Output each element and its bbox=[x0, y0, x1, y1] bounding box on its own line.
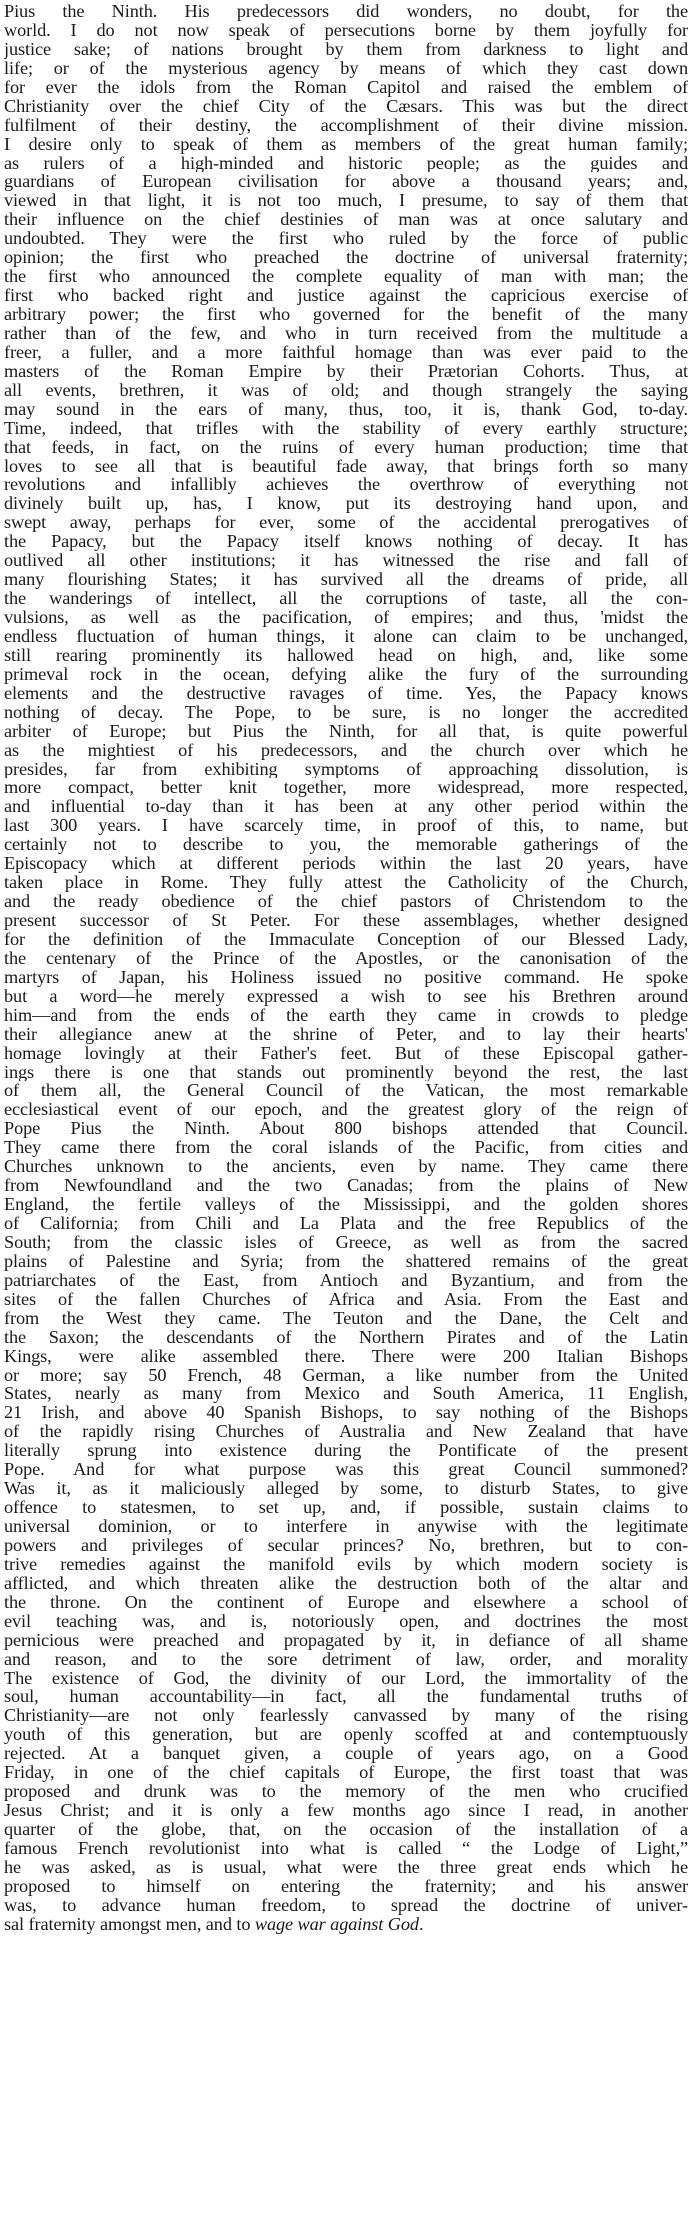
text-line: rather than of the few, and who in turn received from the multitude a bbox=[4, 323, 688, 343]
text-line: famous French revolutionist into what is called “ the Lodge of Light,” bbox=[4, 1838, 688, 1858]
text-line: viewed in that light, it is not too much, I presume, to say of them that bbox=[4, 191, 688, 211]
text-line: plains of Palestine and Syria; from the shattered remains of the great bbox=[4, 1251, 688, 1271]
text-line: Time, indeed, that trifles with the stability of every earthly structure; bbox=[4, 418, 688, 438]
text-line: youth of this generation, but are openly scoffed at and contemptuously bbox=[4, 1725, 688, 1745]
text-line: The existence of God, the divinity of our Lord, the immortality of the bbox=[4, 1668, 688, 1688]
text-line: Pope. And for what purpose was this great Council summoned? bbox=[4, 1460, 688, 1480]
text-line: or more; say 50 French, 48 German, a like number from the United bbox=[4, 1365, 688, 1385]
text-line: him—and from the ends of the earth they came in crowds to pledge bbox=[4, 1005, 688, 1025]
text-line: all events, brethren, it was of old; and though strangely the saying bbox=[4, 380, 688, 400]
text-line: freer, a fuller, and a more faithful homage than was ever paid to the bbox=[4, 342, 688, 362]
text-line: Pius the Ninth. His predecessors did wonders, no doubt, for the bbox=[4, 2, 688, 21]
text-line: may sound in the ears of many, thus, too, it is, thank God, to-day. bbox=[4, 399, 688, 419]
text-line: Christianity—are not only fearlessly canvassed by many of the rising bbox=[4, 1706, 688, 1726]
text-line: of them all, the General Council of the Vatican, the most remarkable bbox=[4, 1081, 688, 1101]
text-line: as rulers of a high-minded and historic people; as the guides and bbox=[4, 153, 688, 173]
text-line: from Newfoundland and the two Canadas; from the plains of New bbox=[4, 1176, 688, 1196]
text-line: Pope Pius the Ninth. About 800 bishops attended that Council. bbox=[4, 1119, 688, 1139]
text-line: divinely built up, has, I know, put its destroying hand upon, and bbox=[4, 494, 688, 514]
text-line: for ever the idols from the Roman Capitol and raised the emblem of bbox=[4, 77, 688, 97]
text-line: that feeds, in fact, on the ruins of every human production; time that bbox=[4, 437, 688, 457]
text-line: rejected. At a banquet given, a couple of years ago, on a Good bbox=[4, 1744, 688, 1764]
text-line: opinion; the first who preached the doctrine of universal fraternity; bbox=[4, 248, 688, 268]
text-line: and the ready obedience of the chief pastors of Christendom to the bbox=[4, 892, 688, 911]
text-line: Churches unknown to the ancients, even by name. They came there bbox=[4, 1157, 688, 1177]
text-line: proposed and drunk was to the memory of the men who crucified bbox=[4, 1782, 688, 1802]
text-line: still rearing prominently its hallowed head on high, and, like some bbox=[4, 645, 688, 665]
text-line: taken place in Rome. They fully attest the Catholicity of the Church, bbox=[4, 873, 688, 893]
text-line: patriarchates of the East, from Antioch and Byzantium, and from the bbox=[4, 1270, 688, 1290]
text-line: soul, human accountability—in fact, all the fundamental truths of bbox=[4, 1687, 688, 1707]
text-line: Friday, in one of the chief capitals of Europe, the first toast that was bbox=[4, 1763, 688, 1783]
text-line: England, the fertile valleys of the Mississippi, and the golden shores bbox=[4, 1195, 688, 1214]
text-line: arbiter of Europe; but Pius the Ninth, for all that, is quite powerful bbox=[4, 721, 688, 741]
text-line: the throne. On the continent of Europe and elsewhere a school of bbox=[4, 1592, 688, 1612]
text-line: ings there is one that stands out prominently beyond the rest, the last bbox=[4, 1062, 688, 1082]
text-line: Christianity over the chief City of the Cæsars. This was but the direct bbox=[4, 96, 688, 116]
text-line: Was it, as it maliciously alleged by some, to disturb States, to give bbox=[4, 1479, 688, 1499]
text-line: arbitrary power; the first who governed for the benefit of the many bbox=[4, 305, 688, 324]
text-line: the centenary of the Prince of the Apostles, or the canonisation of the bbox=[4, 948, 688, 968]
text-line: undoubted. They were the first who ruled by the force of public bbox=[4, 229, 688, 249]
text-line: homage lovingly at their Father's feet. But of these Episcopal gather- bbox=[4, 1043, 688, 1063]
text-line: the first who announced the complete equality of man with man; the bbox=[4, 267, 688, 287]
text-line: revolutions and infallibly achieves the overthrow of everything not bbox=[4, 475, 688, 495]
text-line: pernicious were preached and propagated by it, in defiance of all shame bbox=[4, 1630, 688, 1650]
text-line: trive remedies against the manifold evils by which modern society is bbox=[4, 1554, 688, 1574]
text-line: many flourishing States; it has survived all the dreams of pride, all bbox=[4, 570, 688, 590]
text-line: of California; from Chili and La Plata and the free Republics of the bbox=[4, 1214, 688, 1233]
text-line: the Saxon; the descendants of the Northern Pirates and of the Latin bbox=[4, 1327, 688, 1347]
closing-period: . bbox=[418, 1914, 424, 1934]
text-line: South; from the classic isles of Greece, as well as from the sacred bbox=[4, 1232, 688, 1252]
text-line: endless fluctuation of human things, it alone can claim to be unchanged, bbox=[4, 626, 688, 646]
text-line: fulfilment of their destiny, the accomplishment of their divine mission. bbox=[4, 115, 688, 135]
text-line: 21 Irish, and above 40 Spanish Bishops, to say nothing of the Bishops bbox=[4, 1403, 688, 1423]
text-line: States, nearly as many from Mexico and South America, 11 English, bbox=[4, 1384, 688, 1404]
text-line: presides, far from exhibiting symptoms of approaching dissolution, is bbox=[4, 759, 688, 779]
text-line: present successor of St Peter. For these assemblages, whether designed bbox=[4, 911, 688, 930]
text-line: swept away, perhaps for ever, some of the accidental prerogatives of bbox=[4, 513, 688, 533]
text-line: he was asked, as is usual, what were the three great ends which he bbox=[4, 1857, 688, 1877]
text-line: literally sprung into existence during the Pontificate of the present bbox=[4, 1441, 688, 1461]
text-line: I desire only to speak of them as members of the great human family; bbox=[4, 134, 688, 154]
text-line: masters of the Roman Empire by their Prætorian Cohorts. Thus, at bbox=[4, 361, 688, 381]
text-line: but a word—he merely expressed a wish to see his Brethren around bbox=[4, 986, 688, 1006]
text-line: offence to statesmen, to set up, and, if possible, sustain claims to bbox=[4, 1498, 688, 1517]
text-line: guardians of European civilisation for above a thousand years; and, bbox=[4, 172, 688, 192]
text-line: their allegiance anew at the shrine of Peter, and to lay their hearts' bbox=[4, 1024, 688, 1044]
text-line: universal dominion, or to interfere in anywise with the legitimate bbox=[4, 1517, 688, 1536]
text-line bbox=[4, 1915, 688, 1934]
text-line: They came there from the coral islands of the Pacific, from cities and bbox=[4, 1138, 688, 1158]
text-line: justice sake; of nations brought by them from darkness to light and bbox=[4, 39, 688, 59]
text-line: and reason, and to the sore detriment of law, order, and morality bbox=[4, 1649, 688, 1669]
text-line: sites of the fallen Churches of Africa and Asia. From the East and bbox=[4, 1289, 688, 1309]
text-line: Episcopacy which at different periods within the last 20 years, have bbox=[4, 854, 688, 874]
text-line: powers and privileges of secular princes? No, brethren, but to con- bbox=[4, 1535, 688, 1555]
text-line: certainly not to describe to you, the memorable gatherings of the bbox=[4, 835, 688, 855]
text-line: quarter of the globe, that, on the occasion of the installation of a bbox=[4, 1820, 688, 1839]
text-line: of the rapidly rising Churches of Australia and New Zealand that have bbox=[4, 1422, 688, 1442]
text-line: proposed to himself on entering the fraternity; and his answer bbox=[4, 1876, 688, 1896]
text-line: life; or of the mysterious agency by means of which they cast down bbox=[4, 58, 688, 78]
text-line: martyrs of Japan, his Holiness issued no positive command. He spoke bbox=[4, 967, 688, 987]
text-line: elements and the destructive ravages of time. Yes, the Papacy knows bbox=[4, 683, 688, 703]
text-line: the wanderings of intellect, all the corruptions of taste, all the con- bbox=[4, 589, 688, 608]
text-line: their influence on the chief destinies of man was at once salutary and bbox=[4, 210, 688, 230]
closing-italic-phrase: wage war against God bbox=[254, 1914, 419, 1934]
text-line: afflicted, and which threaten alike the destruction both of the altar and bbox=[4, 1573, 688, 1593]
text-line: Jesus Christ; and it is only a few months ago since I read, in another bbox=[4, 1801, 688, 1820]
text-line: and influential to-day than it has been at any other period within the bbox=[4, 797, 688, 817]
text-line: nothing of decay. The Pope, to be sure, is no longer the accredited bbox=[4, 702, 688, 722]
text-line: ecclesiastical event of our epoch, and the greatest glory of the reign of bbox=[4, 1100, 688, 1120]
text-line: from the West they came. The Teuton and the Dane, the Celt and bbox=[4, 1308, 688, 1328]
text-line: as the mightiest of his predecessors, and the church over which he bbox=[4, 740, 688, 760]
text-line: vulsions, as well as the pacification, of empires; and thus, 'midst the bbox=[4, 608, 688, 627]
text-line: for the definition of the Immaculate Conception of our Blessed Lady, bbox=[4, 929, 688, 949]
text-line: outlived all other institutions; it has witnessed the rise and fall of bbox=[4, 551, 688, 571]
text-line: the Papacy, but the Papacy itself knows nothing of decay. It has bbox=[4, 532, 688, 552]
text-line: last 300 years. I have scarcely time, in proof of this, to name, but bbox=[4, 816, 688, 836]
text-line: evil teaching was, and is, notoriously open, and doctrines the most bbox=[4, 1611, 688, 1631]
text-line: first who backed right and justice against the capricious exercise of bbox=[4, 286, 688, 305]
text-line: Kings, were alike assembled there. There were 200 Italian Bishops bbox=[4, 1346, 688, 1366]
text-line: world. I do not now speak of persecutions borne by them joyfully for bbox=[4, 20, 688, 40]
text-line: primeval rock in the ocean, defying alike the fury of the surrounding bbox=[4, 664, 688, 684]
text-line-content: sal fraternity amongst men, and to bbox=[4, 1914, 251, 1934]
text-line: was, to advance human freedom, to spread the doctrine of univer- bbox=[4, 1895, 688, 1915]
article-column bbox=[4, 2, 688, 1934]
text-line: more compact, better knit together, more widespread, more respected, bbox=[4, 778, 688, 798]
text-line: loves to see all that is beautiful fade away, that brings forth so many bbox=[4, 456, 688, 476]
